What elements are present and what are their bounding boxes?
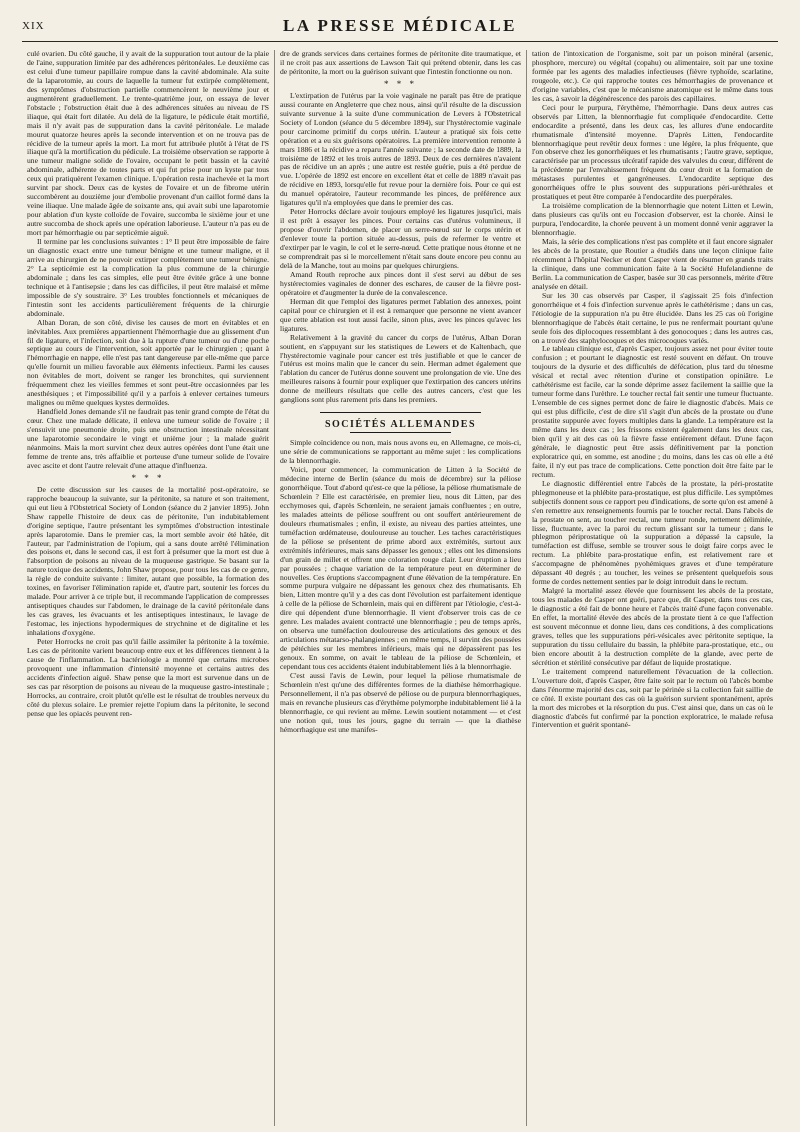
paragraph: Voici, pour commencer, la communication de Litten à la Société de médecine interne de Berlin (séance du mois de décembre) sur la péliose gonorrhéique. Tout d'abord qu'est-ce que la péliose, la péliose rhumatismale de Schœnlein ? Elle est caractérisée, en premier lieu, nous dit Litten, par des ecchymoses qui, d'après Schœnlein, ne seraient jamais confluentes ; en outre, les malades atteints de péliose souffrent ou ont souffert antérieurement de douleurs rhumatismales ; enfin, il existe, au niveau des parties atteintes, une tuméfaction œdémateuse, douloureuse au toucher. Les taches caractéristiques de la péliose se présentent de prime abord aux extrémités, surtout aux extrémités inférieures, mais sans dépasser les genoux ; elles ont les dimensions d'un grain de millet et offrent une coloration rouge clair. Leur éruption a lieu par poussées ; chaque variation de la température peut en déterminer de nouvelles. Ces éruptions s'accompagnent d'une élévation de la température. En somme purpura vulgaire ne dépassant les genoux chez des rhumatisants. Eh bien, Litten montre qu'il y a des cas dont l'évolution est parfaitement identique à celle de la péliose de Schœnlein, mais qui en diffèrent par l'étiologie, c'est-à-dire qui dépendent d'une blennorrhagie. Il vient d'observer trois cas de ce genre. Les malades avaient contracté une blennorrhagie ; peu de temps après, on observa une tuméfaction douloureuse des articulations des genoux et des articulations métatarso-phalangiennes ; en même temps, il survint des poussées de pétéchies sur les membres inférieurs, mais qui ne dépassèrent pas les genoux. En somme, on avait le tableau de la péliose de Schœnlein, et cependant tous ces accidents étaient indubitablement liés à la blennorrhagie. (280, 465, 521, 672)
paragraph: Ceci pour le purpura, l'érythème, l'hémorrhagie. Dans deux autres cas observés par Litten, la blennorrhagie fut compliquée d'endocardite. Cette endocardite a présenté, dans les deux cas, les allures d'une endocardite rhumatismale d'intensité moyenne. D'après Litten, l'endocardite blennorrhagique peut revêtir deux formes : une légère, la plus fréquente, que l'on observe chez les gonorrhéiques et les rhumatisants ; l'autre grave, septique, caractérisée par un processus ulcératif rapide des valvules du cœur, différent de la précédente par l'envahissement fréquent du cœur droit et la formation de métastases purulentes et gangréneuses. L'endocardite septique des gonorrhéiques offre le plus souvent des suppurations péri-uréthrales et prostatiques et peut être comparée à l'endocardite des puerpérales. (532, 102, 773, 202)
paragraph: Herman dit que l'emploi des ligatures permet l'ablation des annexes, point capital pour ce chirurgien et il est à remarquer que personne ne vient avancer que cette ablation est tout aussi facile, sinon plus, avec les pinces qu'avec les ligatures. (280, 296, 521, 333)
page-header (22, 14, 778, 38)
paragraph: Sur les 30 cas observés par Casper, il s'agissait 25 fois d'infection gonorrhéique et 4 fois d'infection survenue après le cathétérisme ; dans un cas, l'étiologie de la suppuration n'a pu être élucidée. Dans les 25 cas où l'origine blennorrhagique de l'abcès était certaine, le pus ne renfermait pourtant qu'une seule fois des diplocoques ressemblant à des gonocoques ; dans les autres cas, on a trouvé des staphylocoques et des microcoques variés. (532, 290, 773, 345)
section-separator: * * * (384, 78, 417, 89)
paragraph: Le traitement comprend naturellement l'évacuation de la collection. L'ouverture doit, d'après Casper, être faite soit par le rectum où l'abcès bombe dans l'énorme majorité des cas, soit par le périnée si la collection fait saillie de ce côté. Il existe pourtant des cas où la guérison survient spontanément, après la mort des microbes et la résorption du pus. C'est ainsi que, dans un cas où le diagnostic d'abcès fut confirmé par la ponction exploratrice, le malade refusa l'intervention et guérit spontané- (532, 666, 773, 730)
paragraph: Amand Routh reproche aux pinces dont il s'est servi au début de ses hystérectomies vaginales de donner des eschares, de causer de la fièvre post-opératoire et d'augmenter la durée de la convalescence. (280, 269, 521, 297)
paragraph: dre de grands services dans certaines formes de péritonite dite traumatique, et il ne croit pas aux assertions de Lawson Tait qui prétend obtenir, dans les cas de péritonite, la mort ou la guérison suivant que l'intestin fonctionne ou non. (280, 50, 521, 76)
paragraph: De cette discussion sur les causes de la mortalité post-opératoire, se rapproche beaucoup la suivante, sur la péritonite, sa nature et son traitement, qui eut lieu à l'Obstetrical Society of London (séance du 2 janvier 1895). John Shaw rappelle l'histoire de deux cas de péritonite, l'un indubitablement d'origine septique, l'autre présentant les symptômes d'obstruction intestinale après laparotomie. Dans le premier cas, la mort semble avoir été hâtée, dit l'auteur, par l'administration de l'opium, qui a sans doute arrêté l'élimination des poisons et, dans le second cas, il est fort à présumer que la mort est due à l'absorption de poisons au niveau de la muqueuse gastrique. Se basant sur la nature toxique des accidents, John Shaw propose, pour tous les cas de ce genre, la règle de conduite suivante : limiter, autant que possible, la formation des toxines, en favoriser l'élimination rapide et, d'autre part, soutenir les forces du malade. Pour arriver à ce triple but, il recommande l'application de compresses antiseptiques chaudes sur l'abdomen, le drainage de la cavité péritonéale dans les cas graves, les évacuants et les antiseptiques intestinaux, le lavage de l'estomac, les injections hypodermiques de strychnine et de digitaline et les inhalations d'oxygène. (27, 484, 269, 638)
paragraph: culé ovarien. Du côté gauche, il y avait de la suppuration tout autour de la plaie de l'aine, suppuration limitée par des adhérences péritonéales. Le deuxième cas est celui d'une tumeur papillaire rompue dans la cavité abdominale. Ala suite de la laparotomie, au cours de laquelle la tumeur fut extirpée complètement, des symptômes d'obstruction partielle commencèrent le neuvième jour et augmentèrent graduellement. Le trente-quatrième jour, on essaya de lever l'obstacle ; l'obstruction était due à des adhérences situées au niveau de l'S iliaque, qui était fort dilatée. Au delà de la ligature, le pédicule était mortifié, mais il n'y avait pas de suppuration dans la cavité péritonéale. Le malade mourut quatorze heures après la seconde intervention et on ne trouva pas de récidive de la tumeur après la mort. La mort fut attribuée plutôt à l'état de l'S iliaque qu'à la mortification du pédicule. La troisième observation se rapporte à une tumeur maligne solide de l'ovaire, occupant le petit bassin et la cavité abdominale, adhérente de toutes parts et qui fut prise pour un kyste par tous ceux qui pratiquèrent l'examen clinique. L'opération resta inachevée et la mort survint par shock. Deux cas de kystes de l'ovaire et un de fibrome utérin succombèrent au douzième jour d'embolie provenant d'un caillot formé dans la veine iliaque. Une malade âgée de soixante ans, qui avait subi une laparotomie pour ablation d'un kyste colloïde de l'ovaire, succomba le sixième jour et une autre succomba de shock après une opération laborieuse. L'auteur n'a pas eu de mort par hémorrhagie ou par septicémie aiguë. (27, 50, 269, 238)
column-3 (526, 50, 778, 1126)
paragraph: Peter Horrocks ne croit pas qu'il faille assimiler la péritonite à la toxémie. Les cas de péritonite varient beaucoup entre eux et les différences tiennent à la cause de l'inflammation. La bactériologie a montré que certains microbes provoquent une inflammation d'intensité moyenne et certains autres des accidents d'infection aiguë. Shaw pense que la mort est survenue dans un de ses cas par résorption de poisons au niveau de la muqueuse gastro-intestinale ; Horrocks, au contraire, croit plutôt qu'elle est le résultat de troubles nerveux du côté du plexus solaire. Le premier rejette l'opium dans la péritonite, le second pense que les opiacés peuvent ren- (27, 637, 269, 718)
paragraph: Peter Horrocks déclare avoir toujours employé les ligatures jusqu'ici, mais il est prêt à essayer les pinces. Pour certains cas d'utérus volumineux, il propose d'ouvrir l'abdomen, de placer un serre-nœud sur le corps utérin et d'enlever toute la portion située au-dessus, puis de refermer le ventre et d'extirper par le vagin, le col et le serre-nœud. Cette pratique nous étonne et ne se comprendrait pas si le morcellement n'était sans doute encore peu connu au delà de la Manche, tout au moins par quelques chirurgiens. (280, 207, 521, 270)
paragraph: C'est aussi l'avis de Lewin, pour lequel la péliose rhumatismale de Schœnlein n'est qu'une des différentes formes de la diathèse hémorrhagique. Personnellement, il n'a pas observé de péliose ou de purpura blennorrhagiques, mais en revanche plusieurs cas d'érythème polymorphe indubitablement lié à la blennorrhagie, ce qui revient au même. Lewin soutient notamment — et c'est une notion qui, tous les jours, gagne du terrain — que la diathèse hémorrhagique est une manifes- (280, 671, 521, 734)
paragraph: Malgré la mortalité assez élevée que fournissent les abcès de la prostate, tous les malades de Casper ont guéri, parce que, dit Casper, dans tous ces cas, le diagnostic a été fait de bonne heure et l'abcès traité d'une façon convenable. En effet, la mortalité élevée des abcès de la prostate tient à ce que l'affection est souvent méconnue et donne lieu, dans ces conditions, à des complications graves, telles que les suppurations péri-vésicales avec péritonite septique, la suppuration du tissu cellulaire du bassin, la phlébite para-prostatique, etc., ou bien encore aboutit à la destruction complète de la glande, avec perte de sécrétion et stérilité consécutive par défaut de liquide prostatique. (532, 586, 773, 667)
column-1 (22, 50, 274, 1126)
paragraph: Handfield Jones demande s'il ne faudrait pas tenir grand compte de l'état du cœur. Chez une malade délicate, il enleva une tumeur solide de l'ovaire ; il s'ensuivit une pneumonie droite, puis une obstruction intestinale nécessitant une laparotomie secondaire le vingt et unième jour ; la malade guérit néanmoins. Mais la mort survint chez deux autres opérées dont l'une était une femme de trente ans, très affaiblie et porteuse d'une tumeur solide de l'ovaire avec ascite et dont l'autre relevait d'une attaque d'influenza. (27, 407, 269, 470)
paragraph: Mais, la série des complications n'est pas complète et il faut encore signaler les abcès de la prostate, que Routier a étudiés dans une leçon clinique faite récemment à l'hôpital Necker et dont Casper vient de résumer en grands traits la clinique, dans une communication faite à la Société Hufelandienne de Berlin. La communication de Casper, basée sur 30 cas personnels, mérite d'être analysée en détail. (532, 237, 773, 291)
paragraph: Il termine par les conclusions suivantes : 1° Il peut être impossible de faire un diagnostic exact entre une tumeur bénigne et une tumeur maligne, et il arrive au chirurgien de ne pouvoir extirper complètement une tumeur bénigne. 2° La septicémie est la complication la plus commune de la chirurgie abdominale ; dans les cas simples, elle peut être évitée grâce à une bonne technique et à l'antisepsie ; dans les cas difficiles, il peut être malaisé et même impossible de s'y soustraire. 3° Les troubles fonctionnels et mécaniques de l'intestin sont les accidents particulièrement fréquents de la chirurgie abdominale. (27, 237, 269, 318)
paragraph: L'extirpation de l'utérus par la voie vaginale ne paraît pas être de pratique aussi courante en Angleterre que chez nous, ainsi qu'il résulte de la discussion suivante survenue à la suite d'une communication de Levers à l'Obstetrical Society of London (séance du 5 décembre 1894), sur l'hystérectomie vaginale pour carcinome primitif du corps utérin. L'auteur a pratiqué six fois cette opération et a eu six guérisons opératoires. La première intervention remonte à mars 1886 et la récidive a reparu l'année suivante ; la seconde date de 1889, la troisième de 1892 et les trois autres de 1893. Deux de ces dernières n'avaient pas de récidive un an après ; une autre est restée guérie, puis a été perdue de vue. L'opérée de 1892 est encore en excellent état et celle de 1889 n'avait pas de récidive en 1893, lorsqu'elle fut revue pour la dernière fois. Pour ce qui est du manuel opératoire, l'auteur recommande les pinces, de préférence aux ligatures qu'il n'a employées que dans le premier des cas. (280, 90, 521, 208)
section-separator: * * * (131, 472, 165, 483)
journal-title: LA PRESSE MÉDICALE (283, 16, 517, 35)
article-columns (22, 50, 778, 1126)
paragraph: Simple coïncidence ou non, mais nous avons eu, en Allemagne, ce mois-ci, une série de communications se rapportant au même sujet : les complications de la blennorrhagie. (280, 438, 521, 466)
page-folio: XIX (22, 20, 45, 32)
section-heading: SOCIÉTÉS ALLEMANDES (324, 419, 477, 431)
section-divider (320, 412, 481, 413)
section-heading-rule (350, 432, 451, 433)
paragraph: La troisième complication de la blennorrhagie que notent Litten et Lewin, dans plusieurs cas qu'ils ont eu l'occasion d'observer, est la chorée. Ainsi le purpura, l'endocardite, la chorée peuvent à un moment donné venir aggraver la blennorrhagie. (532, 201, 773, 238)
paragraph: tation de l'intoxication de l'organisme, soit par un poison minéral (arsenic, phosphore, mercure) ou végétal (copahu) ou alimentaire, soit par une toxine formée par les agents des maladies infectieuses (fièvre typhoïde, scarlatine, rougeole, etc.). Ce qui rapproche toutes ces hémorrhagies de provenance et d'origine variables, c'est que le mécanisme anatomique est le même dans tous les cas, à savoir la dégénérescence des parois des capillaires. (532, 50, 773, 103)
column-2 (274, 50, 526, 1126)
paragraph: Relativement à la gravité du cancer du corps de l'utérus, Alban Doran soutient, en s'appuyant sur les statistiques de Lewers et de Kaltenbach, que l'hystérectomie vaginale pour cancer est très justifiable et que le cancer de l'utérus est moins malin que le cancer du sein. Herman admet également que l'ablation du cancer de l'utérus donne souvent une prolongation de vie. Une des meilleures raisons à fournir pour expliquer que l'extirpation des cancers utérins donne de meilleurs résultats que celle des autres cancers, c'est que les ganglions sont plus rarement pris dans les premiers. (280, 332, 521, 405)
paragraph: Le diagnostic différentiel entre l'abcès de la prostate, la péri-prostatite phlegmoneuse et la phlébite para-prostatique, est plus difficile. Les symptômes subjectifs donnent sous ce rapport peu d'indications, de sorte qu'on est amené à s'en remettre aux renseignements fournis par le toucher rectal. Dans l'abcès de la prostate on sent, au toucher rectal, une tumeur ronde, nettement délimitée, lisse, fluctuante, avec la paroi du rectum glissant sur la tumeur ; dans le phlegmon périprostatique où la suppuration a dépassé la capsule, la tuméfaction est diffuse, semble se trouver sous le doigt faire corps avec le rectum. La phlébite para-prostatique enfin, est relativement rare et s'accompagne de phénomènes pyohémiques graves et d'une température dépassant 40 degrés ; au toucher, les veines se présentent quelquefois sous forme de cordes nettement senties par le doigt introduit dans le rectum. (532, 478, 773, 587)
paragraph: Alban Doran, de son côté, divise les causes de mort en évitables et en inévitables. Aux premières appartiennent l'hémorrhagie due au glissement d'un fil de ligature, et l'infection, soit due à la rupture d'une tumeur ou d'une poche septique au cours de l'intervention, soit apportée par le chirurgien ; quant à l'hémorrhagie en nappe, elle n'est pas tant dangereuse par elle-même que parce qu'elle fournit un milieu favorable aux éléments infectieux. Parmi les causes non évitables de mort, doivent se ranger les bronchites, qui surviennent fréquemment chez les vieilles femmes et sont peut-être occasionnées par les anesthésiques ; et l'impossibilité qu'il y a parfois à enlever certaines tumeurs malignes ou même quelques kystes dermoïdes. (27, 317, 269, 408)
paragraph: Le tableau clinique est, d'après Casper, toujours assez net pour éviter toute confusion ; et pourtant le diagnostic est resté souvent en défaut. On trouve toujours de la dysurie et des difficultés de défécation, plus tard du ténesme vésical et rectal avec rétention d'urine et constipation opiniâtre. Le cathétérisme est facile, car la sonde déprime assez facilement la saillie que la tumeur forme dans l'urèthre. Le toucher rectal fait sentir une tumeur fluctuante. L'ensemble de ces signes permet donc de faire le diagnostic d'abcès. Mais ce qui est plus difficile, c'est de dire s'il s'agit d'un abcès de la prostate ou d'une prostatite suppurée avec foyers multiples dans la glande. La température est la même dans les deux cas ; les frissons existent également dans les deux cas, bien qu'il y ait des cas où la fièvre fasse entièrement défaut. D'une façon générale, le diagnostic peut être assis définitivement par la ponction exploratrice qui, en somme, est anodine ; du moins, dans les cas où elle a été faite, il n'y eut pas trace de complications. Cette ponction doit être faite par le rectum. (532, 344, 773, 479)
header-rule (22, 41, 778, 42)
